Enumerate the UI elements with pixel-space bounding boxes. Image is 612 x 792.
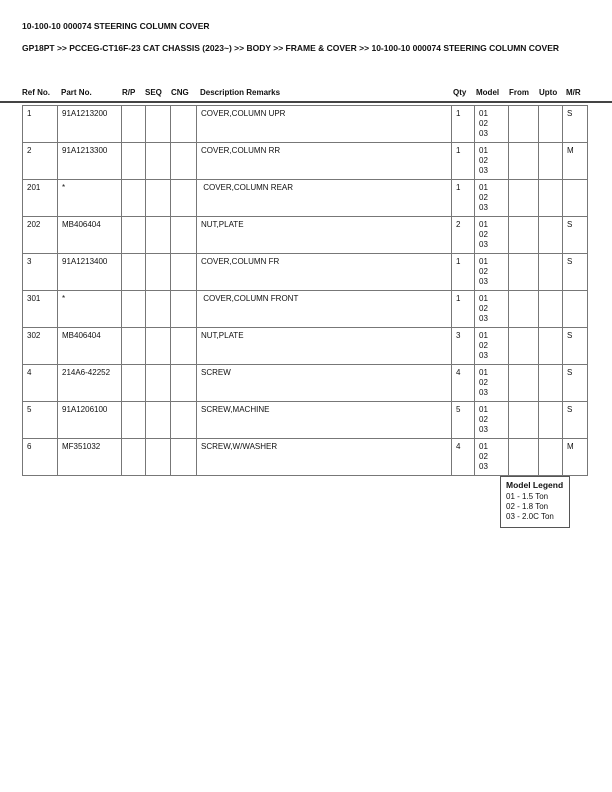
cell-mr: M — [563, 143, 588, 180]
cell-description: SCREW — [197, 365, 452, 402]
cell-upto — [539, 217, 563, 254]
model-code: 02 — [479, 452, 488, 461]
cell-ref: 6 — [23, 439, 58, 476]
cell-part: 91A1213400 — [58, 254, 122, 291]
model-code: 01 — [479, 405, 488, 414]
model-code: 03 — [479, 314, 488, 323]
model-code: 03 — [479, 203, 488, 212]
model-code: 03 — [479, 240, 488, 249]
cell-upto — [539, 365, 563, 402]
model-code: 02 — [479, 156, 488, 165]
cell-rp — [122, 143, 146, 180]
cell-part: * — [58, 180, 122, 217]
page-title: 10-100-10 000074 STEERING COLUMN COVER — [22, 21, 210, 31]
cell-seq — [146, 254, 171, 291]
table-row — [23, 291, 588, 328]
cell-description: COVER,COLUMN RR — [197, 143, 452, 180]
cell-cng — [171, 291, 197, 328]
model-code: 01 — [479, 257, 488, 266]
cell-cng — [171, 143, 197, 180]
model-code: 03 — [479, 277, 488, 286]
table-row — [23, 217, 588, 254]
model-code: 01 — [479, 220, 488, 229]
cell-mr — [563, 180, 588, 217]
cell-model — [475, 180, 509, 217]
cell-cng — [171, 365, 197, 402]
cell-upto — [539, 439, 563, 476]
cell-model — [475, 328, 509, 365]
cell-ref: 302 — [23, 328, 58, 365]
model-code: 03 — [479, 351, 488, 360]
header-part: Part No. — [61, 88, 92, 97]
model-code: 02 — [479, 193, 488, 202]
cell-qty: 1 — [452, 143, 475, 180]
cell-ref: 201 — [23, 180, 58, 217]
cell-rp — [122, 254, 146, 291]
table-row — [23, 254, 588, 291]
cell-cng — [171, 217, 197, 254]
cell-seq — [146, 217, 171, 254]
cell-rp — [122, 402, 146, 439]
table-row — [23, 439, 588, 476]
cell-upto — [539, 291, 563, 328]
table-row — [23, 402, 588, 439]
cell-model — [475, 365, 509, 402]
cell-qty: 1 — [452, 180, 475, 217]
cell-qty: 2 — [452, 217, 475, 254]
cell-cng — [171, 254, 197, 291]
cell-upto — [539, 180, 563, 217]
table-row — [23, 106, 588, 143]
model-code: 02 — [479, 378, 488, 387]
table-row — [23, 143, 588, 180]
cell-part: 91A1213200 — [58, 106, 122, 143]
cell-qty: 4 — [452, 365, 475, 402]
cell-from — [509, 254, 539, 291]
cell-from — [509, 439, 539, 476]
cell-from — [509, 328, 539, 365]
cell-upto — [539, 402, 563, 439]
header-desc: Description Remarks — [200, 88, 281, 97]
cell-ref: 2 — [23, 143, 58, 180]
model-legend — [500, 476, 570, 528]
legend-title: Model Legend — [506, 480, 564, 490]
header-ref: Ref No. — [22, 88, 50, 97]
parts-table — [22, 105, 588, 476]
model-code: 01 — [479, 368, 488, 377]
cell-from — [509, 217, 539, 254]
cell-mr: S — [563, 402, 588, 439]
cell-ref: 202 — [23, 217, 58, 254]
model-code: 01 — [479, 183, 488, 192]
cell-mr — [563, 291, 588, 328]
cell-seq — [146, 291, 171, 328]
cell-part: 214A6-42252 — [58, 365, 122, 402]
cell-description: NUT,PLATE — [197, 328, 452, 365]
header-mr: M/R — [566, 88, 581, 97]
cell-model — [475, 254, 509, 291]
cell-model — [475, 217, 509, 254]
legend-item: 02 - 1.8 Ton — [506, 502, 549, 511]
cell-description: SCREW,MACHINE — [197, 402, 452, 439]
cell-mr: S — [563, 328, 588, 365]
cell-from — [509, 143, 539, 180]
model-code: 02 — [479, 415, 488, 424]
cell-upto — [539, 328, 563, 365]
cell-model — [475, 402, 509, 439]
cell-from — [509, 106, 539, 143]
cell-from — [509, 365, 539, 402]
table-row — [23, 365, 588, 402]
model-code: 02 — [479, 341, 488, 350]
model-code: 02 — [479, 304, 488, 313]
cell-model — [475, 106, 509, 143]
cell-from — [509, 291, 539, 328]
header-cng: CNG — [171, 88, 189, 97]
model-code: 03 — [479, 388, 488, 397]
cell-model — [475, 439, 509, 476]
cell-cng — [171, 328, 197, 365]
table-row — [23, 328, 588, 365]
cell-mr: S — [563, 106, 588, 143]
header-model: Model — [476, 88, 500, 97]
cell-upto — [539, 254, 563, 291]
model-code: 02 — [479, 230, 488, 239]
cell-mr: S — [563, 254, 588, 291]
cell-description: COVER,COLUMN REAR — [197, 180, 452, 217]
cell-qty: 1 — [452, 291, 475, 328]
cell-qty: 1 — [452, 254, 475, 291]
cell-rp — [122, 106, 146, 143]
legend-item: 01 - 1.5 Ton — [506, 492, 549, 501]
breadcrumb: GP18PT >> PCCEG-CT16F-23 CAT CHASSIS (2023~) >> BODY >> FRAME & COVER >> 10-100-10 000074 STEERING COLUMN COVER — [22, 43, 560, 53]
cell-rp — [122, 439, 146, 476]
cell-upto — [539, 106, 563, 143]
cell-seq — [146, 143, 171, 180]
model-code: 01 — [479, 442, 488, 451]
cell-description: NUT,PLATE — [197, 217, 452, 254]
header-qty: Qty — [453, 88, 467, 97]
model-code: 02 — [479, 119, 488, 128]
model-code: 03 — [479, 166, 488, 175]
cell-cng — [171, 402, 197, 439]
cell-description: COVER,COLUMN FR — [197, 254, 452, 291]
cell-part: MB406404 — [58, 217, 122, 254]
cell-qty: 3 — [452, 328, 475, 365]
cell-part: MF351032 — [58, 439, 122, 476]
cell-mr: S — [563, 365, 588, 402]
cell-model — [475, 143, 509, 180]
cell-ref: 5 — [23, 402, 58, 439]
cell-upto — [539, 143, 563, 180]
cell-description: SCREW,W/WASHER — [197, 439, 452, 476]
cell-qty: 5 — [452, 402, 475, 439]
cell-seq — [146, 180, 171, 217]
cell-cng — [171, 439, 197, 476]
cell-description: COVER,COLUMN FRONT — [197, 291, 452, 328]
header-upto: Upto — [539, 88, 558, 97]
model-code: 03 — [479, 462, 488, 471]
model-code: 02 — [479, 267, 488, 276]
cell-mr: S — [563, 217, 588, 254]
cell-rp — [122, 365, 146, 402]
model-code: 01 — [479, 294, 488, 303]
cell-part: MB406404 — [58, 328, 122, 365]
cell-seq — [146, 402, 171, 439]
cell-seq — [146, 328, 171, 365]
cell-rp — [122, 217, 146, 254]
cell-from — [509, 180, 539, 217]
cell-seq — [146, 439, 171, 476]
model-code: 01 — [479, 331, 488, 340]
header-divider — [0, 101, 612, 103]
model-code: 01 — [479, 146, 488, 155]
cell-ref: 3 — [23, 254, 58, 291]
cell-model — [475, 291, 509, 328]
cell-from — [509, 402, 539, 439]
cell-description: COVER,COLUMN UPR — [197, 106, 452, 143]
cell-rp — [122, 180, 146, 217]
cell-qty: 4 — [452, 439, 475, 476]
header-seq: SEQ — [145, 88, 162, 97]
header-rp: R/P — [122, 88, 136, 97]
cell-seq — [146, 365, 171, 402]
cell-cng — [171, 106, 197, 143]
model-code: 03 — [479, 425, 488, 434]
cell-rp — [122, 328, 146, 365]
cell-cng — [171, 180, 197, 217]
model-code: 01 — [479, 109, 488, 118]
header-from: From — [509, 88, 529, 97]
cell-part: 91A1206100 — [58, 402, 122, 439]
model-code: 03 — [479, 129, 488, 138]
cell-part: * — [58, 291, 122, 328]
cell-mr: M — [563, 439, 588, 476]
cell-rp — [122, 291, 146, 328]
cell-seq — [146, 106, 171, 143]
table-row — [23, 180, 588, 217]
cell-ref: 4 — [23, 365, 58, 402]
cell-ref: 301 — [23, 291, 58, 328]
cell-ref: 1 — [23, 106, 58, 143]
cell-qty: 1 — [452, 106, 475, 143]
legend-item: 03 - 2.0C Ton — [506, 512, 554, 521]
cell-part: 91A1213300 — [58, 143, 122, 180]
